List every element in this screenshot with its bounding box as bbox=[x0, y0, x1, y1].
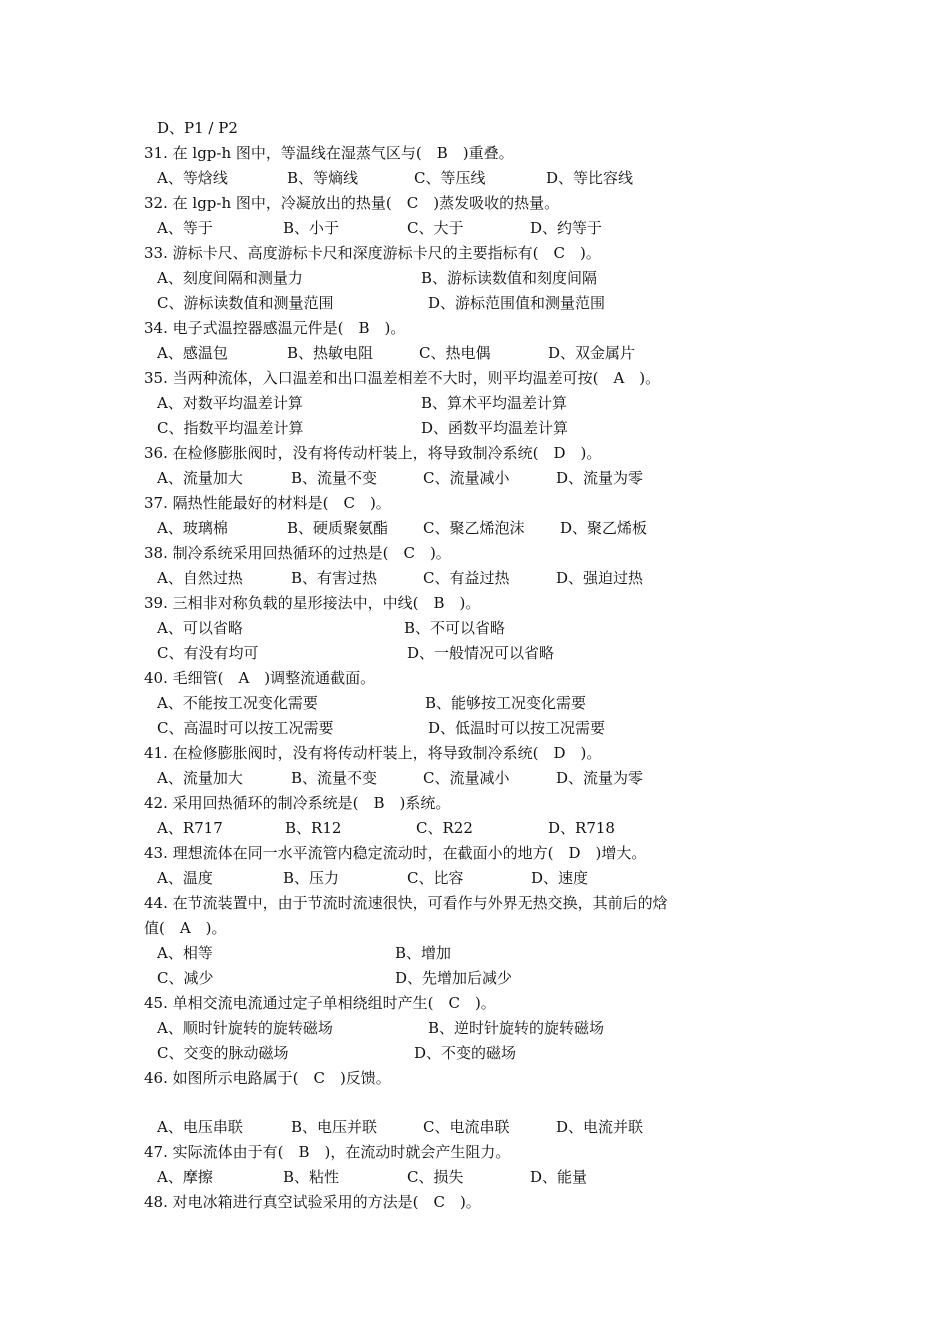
option-b: B、逆时针旋转的旋转磁场 bbox=[428, 1019, 605, 1037]
option-b: B、游标读数值和刻度间隔 bbox=[421, 269, 598, 287]
option-c: C、电流串联 bbox=[423, 1118, 510, 1136]
option-c: C、交变的脉动磁场 bbox=[157, 1044, 289, 1062]
option-b: B、热敏电阻 bbox=[287, 344, 374, 362]
option-d: D、速度 bbox=[531, 869, 589, 887]
option-c: C、指数平均温差计算 bbox=[157, 419, 304, 437]
question-44: 44. 在节流装置中，由于节流时流速很快，可看作与外界无热交换，其前后的焓 bbox=[144, 894, 668, 912]
option-b: B、硬质聚氨酯 bbox=[287, 519, 389, 537]
option-d: D、电流并联 bbox=[556, 1118, 644, 1136]
option-c: C、R22 bbox=[416, 819, 473, 837]
question-39: 39. 三相非对称负载的星形接法中，中线( B )。 bbox=[144, 594, 481, 612]
option-b: B、能够按工况变化需要 bbox=[425, 694, 587, 712]
option-d: D、R718 bbox=[548, 819, 615, 837]
option-d: D、双金属片 bbox=[548, 344, 636, 362]
option-a: A、相等 bbox=[157, 944, 213, 962]
question-45: 45. 单相交流电流通过定子单相绕组时产生( C )。 bbox=[144, 994, 496, 1012]
question-32: 32. 在 lgp-h 图中，冷凝放出的热量( C )蒸发吸收的热量。 bbox=[144, 194, 560, 212]
question-40: 40. 毛细管( A )调整流通截面。 bbox=[144, 669, 376, 687]
option-d: D、能量 bbox=[530, 1168, 588, 1186]
option-d: D、游标范围值和测量范围 bbox=[428, 294, 606, 312]
option-a: A、摩擦 bbox=[157, 1168, 213, 1186]
option-b: B、算术平均温差计算 bbox=[421, 394, 568, 412]
question-47: 47. 实际流体由于有( B )，在流动时就会产生阻力。 bbox=[144, 1143, 511, 1161]
option-d: D、低温时可以按工况需要 bbox=[428, 719, 606, 737]
question-48: 48. 对电冰箱进行真空试验采用的方法是( C )。 bbox=[144, 1193, 481, 1211]
question-37: 37. 隔热性能最好的材料是( C )。 bbox=[144, 494, 391, 512]
option-d: D、先增加后减少 bbox=[395, 969, 513, 987]
option-a: A、等于 bbox=[157, 219, 213, 237]
option-c: C、热电偶 bbox=[419, 344, 491, 362]
option-a: A、等焓线 bbox=[157, 169, 228, 187]
option-b: B、有害过热 bbox=[291, 569, 378, 587]
option-c: C、损失 bbox=[407, 1168, 464, 1186]
option-a: A、流量加大 bbox=[157, 769, 243, 787]
option-c: C、流量减小 bbox=[423, 469, 510, 487]
option-d: D、函数平均温差计算 bbox=[421, 419, 569, 437]
option-d: D、等比容线 bbox=[546, 169, 634, 187]
question-31: 31. 在 lgp-h 图中，等温线在湿蒸气区与( B )重叠。 bbox=[144, 144, 514, 162]
option-d: D、流量为零 bbox=[556, 469, 644, 487]
option-b: B、流量不变 bbox=[291, 469, 378, 487]
option-a: A、顺时针旋转的旋转磁场 bbox=[157, 1019, 333, 1037]
option-a: A、R717 bbox=[157, 819, 223, 837]
option-b: B、等熵线 bbox=[287, 169, 359, 187]
option-b: B、R12 bbox=[285, 819, 342, 837]
option-c: C、减少 bbox=[157, 969, 214, 987]
option-a: A、自然过热 bbox=[157, 569, 243, 587]
option-d: D、约等于 bbox=[530, 219, 603, 237]
question-42: 42. 采用回热循环的制冷系统是( B )系统。 bbox=[144, 794, 451, 812]
option-c: C、有益过热 bbox=[423, 569, 510, 587]
option-d: D、不变的磁场 bbox=[414, 1044, 517, 1062]
option-c: C、等压线 bbox=[414, 169, 486, 187]
question-41: 41. 在检修膨胀阀时，没有将传动杆装上，将导致制冷系统( D )。 bbox=[144, 744, 602, 762]
question-44-continued: 值( A )。 bbox=[144, 919, 227, 937]
option-b: B、压力 bbox=[283, 869, 340, 887]
question-35: 35. 当两种流体，入口温差和出口温差相差不大时，则平均温差可按( A )。 bbox=[144, 369, 661, 387]
question-33: 33. 游标卡尺、高度游标卡尺和深度游标卡尺的主要指标有( C )。 bbox=[144, 244, 601, 262]
option-a: A、玻璃棉 bbox=[157, 519, 228, 537]
question-38: 38. 制冷系统采用回热循环的过热是( C )。 bbox=[144, 544, 451, 562]
option-b: B、流量不变 bbox=[291, 769, 378, 787]
option-a: A、不能按工况变化需要 bbox=[157, 694, 318, 712]
option-d: D、聚乙烯板 bbox=[560, 519, 648, 537]
option-b: B、粘性 bbox=[283, 1168, 340, 1186]
question-34: 34. 电子式温控器感温元件是( B )。 bbox=[144, 319, 406, 337]
option-a: A、温度 bbox=[157, 869, 213, 887]
option-a: A、对数平均温差计算 bbox=[157, 394, 303, 412]
question-36: 36. 在检修膨胀阀时，没有将传动杆装上，将导致制冷系统( D )。 bbox=[144, 444, 602, 462]
option-d: D、P1 / P2 bbox=[157, 119, 238, 137]
option-c: C、聚乙烯泡沫 bbox=[423, 519, 525, 537]
option-c: C、高温时可以按工况需要 bbox=[157, 719, 334, 737]
option-d: D、流量为零 bbox=[556, 769, 644, 787]
option-a: A、刻度间隔和测量力 bbox=[157, 269, 303, 287]
option-b: B、电压并联 bbox=[291, 1118, 378, 1136]
option-c: C、比容 bbox=[407, 869, 464, 887]
option-c: C、有没有均可 bbox=[157, 644, 259, 662]
option-d: D、强迫过热 bbox=[556, 569, 644, 587]
option-b: B、增加 bbox=[395, 944, 452, 962]
option-d: D、一般情况可以省略 bbox=[407, 644, 555, 662]
option-a: A、流量加大 bbox=[157, 469, 243, 487]
option-a: A、电压串联 bbox=[157, 1118, 243, 1136]
option-a: A、感温包 bbox=[157, 344, 228, 362]
option-c: C、流量减小 bbox=[423, 769, 510, 787]
option-c: C、游标读数值和测量范围 bbox=[157, 294, 334, 312]
option-b: B、小于 bbox=[283, 219, 340, 237]
option-a: A、可以省略 bbox=[157, 619, 243, 637]
option-b: B、不可以省略 bbox=[404, 619, 506, 637]
option-c: C、大于 bbox=[407, 219, 464, 237]
question-43: 43. 理想流体在同一水平流管内稳定流动时，在截面小的地方( D )增大。 bbox=[144, 844, 647, 862]
question-46: 46. 如图所示电路属于( C )反馈。 bbox=[144, 1069, 391, 1087]
